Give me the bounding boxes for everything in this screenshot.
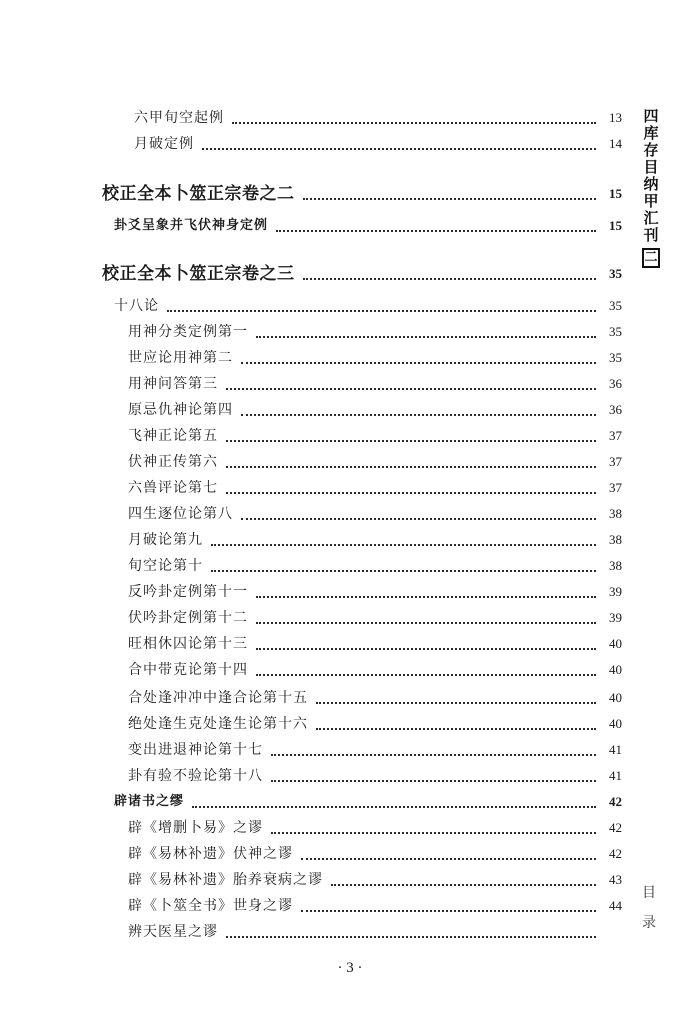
toc-entry [128,604,622,628]
dot-leader [276,229,596,232]
toc-entry-page: 39 [609,584,622,599]
dot-leader [303,277,597,280]
toc-entry [128,318,622,342]
dot-leader [226,465,596,468]
toc-section-entry [114,788,622,812]
toc-entry-title: 辟《卜筮全书》世身之谬 [128,898,293,914]
toc-entry-title: 绝处逢生克处逢生论第十六 [128,716,308,732]
dot-leader [226,439,596,442]
dot-leader [316,727,596,730]
toc-entry-title: 旺相休囚论第十三 [128,636,248,652]
dot-leader [256,621,596,624]
page-number: · 3 · [337,960,363,976]
toc-entry-page: 39 [609,610,622,625]
dot-leader [192,805,596,808]
dot-leader [241,361,596,364]
toc-entry [128,474,622,498]
dot-leader [202,147,596,150]
toc-entry-page: 41 [609,768,622,783]
toc-entry-page: 38 [609,558,622,573]
toc-entry-page: 15 [609,218,622,233]
toc-entry-title: 旬空论第十 [128,558,203,574]
toc-entry [128,736,622,760]
dot-leader [331,883,596,886]
toc-entry-page: 42 [609,846,622,861]
dot-leader [271,831,596,834]
dot-leader [301,909,596,912]
dot-leader [211,569,596,572]
toc-entry-page: 38 [609,506,622,521]
toc-entry [128,840,622,864]
toc-entry-page: 42 [609,820,622,835]
toc-entry [128,630,622,654]
toc-volume-entry [102,256,622,284]
toc-entry-title: 合中带克论第十四 [128,662,248,678]
dot-leader [271,779,596,782]
toc-entry [128,526,622,550]
toc-entry-title: 用神分类定例第一 [128,324,248,340]
series-title-char: 汇 [643,209,659,227]
toc-section-entry [114,292,622,316]
toc-entry-title: 伏吟卦定例第十二 [128,610,248,626]
toc-entry [134,130,622,154]
toc-entry-page: 35 [609,350,622,365]
toc-entry-title: 反吟卦定例第十一 [128,584,248,600]
dot-leader [256,673,596,676]
toc-entry [128,892,622,916]
toc-entry-title: 十八论 [114,298,159,314]
dot-leader [226,387,596,390]
toc-entry-title: 飞神正论第五 [128,428,218,444]
series-title-char: 存 [643,141,659,159]
toc-entry-title: 变出进退神论第十七 [128,742,263,758]
toc-entry-page: 37 [609,428,622,443]
toc-entry-title: 卦爻呈象并飞伏神身定例 [114,218,269,233]
toc-entry-title: 伏神正传第六 [128,454,218,470]
toc-entry-title: 校正全本卜筮正宗卷之三 [102,264,295,284]
toc-entry-page: 35 [609,324,622,339]
series-title-char: 库 [643,124,659,142]
toc-entry-title: 辟诸书之缪 [114,794,185,809]
series-title-char: 纳 [643,175,659,193]
toc-entry-title: 四生逐位论第八 [128,506,233,522]
series-title-char: 刊 [643,226,659,244]
toc-entry-title: 六甲旬空起例 [134,110,224,126]
toc-entry [128,918,622,942]
dot-leader [226,935,596,938]
toc-entry [128,684,622,708]
toc-entry-title: 合处逢冲冲中逢合论第十五 [128,690,308,706]
toc-entry-page: 40 [609,716,622,731]
running-head-series-title [640,108,662,268]
toc-entry-title: 卦有验不验论第十八 [128,768,263,784]
section-label-char: 目 [642,885,656,901]
toc-entry-page: 13 [609,110,622,125]
toc-entry [128,578,622,602]
dot-leader [303,197,597,200]
dot-leader [271,753,596,756]
dot-leader [316,701,596,704]
toc-entry-title: 原忌仇神论第四 [128,402,233,418]
toc-entry [128,656,622,680]
toc-entry-page: 38 [609,532,622,547]
toc-entry-title: 六兽评论第七 [128,480,218,496]
volume-number: 二 [642,248,660,268]
dot-leader [256,595,596,598]
toc-entry [128,710,622,734]
toc-entry [128,500,622,524]
toc-entry-page: 36 [609,402,622,417]
toc-entry-title: 辟《易林补遗》胎养衰病之谬 [128,872,323,888]
toc-entry-title: 月破论第九 [128,532,203,548]
dot-leader [226,491,596,494]
dot-leader [256,335,596,338]
toc-entry [128,814,622,838]
toc-entry [128,422,622,446]
series-title-char: 目 [643,158,659,176]
dot-leader [301,857,596,860]
toc-entry [134,104,622,128]
toc-entry-title: 校正全本卜筮正宗卷之二 [102,184,295,204]
dot-leader [241,517,596,520]
toc-entry-title: 辟《易林补遗》伏神之谬 [128,846,293,862]
toc-entry [128,762,622,786]
toc-entry-page: 42 [609,794,622,809]
toc-entry [128,552,622,576]
dot-leader [211,543,596,546]
toc-entry [128,448,622,472]
toc-entry [128,396,622,420]
toc-entry-title: 辨天医星之谬 [128,924,218,940]
toc-entry-page: 37 [609,480,622,495]
toc-entry-title: 世应论用神第二 [128,350,233,366]
toc-entry-page: 37 [609,454,622,469]
dot-leader [232,121,596,124]
section-label-char: 录 [642,915,656,931]
toc-entry-page: 15 [609,186,622,201]
toc-entry-title: 用神问答第三 [128,376,218,392]
toc-entry-page: 40 [609,636,622,651]
dot-leader [241,413,596,416]
toc-entry-page: 44 [609,898,622,913]
toc-entry-title: 辟《增删卜易》之谬 [128,820,263,836]
toc-entry-page: 40 [609,690,622,705]
toc-entry-title: 月破定例 [134,136,194,152]
series-title-char: 四 [643,107,659,125]
toc-volume-entry [102,176,622,204]
toc-entry [128,866,622,890]
toc-entry-page: 35 [609,298,622,313]
dot-leader [167,309,596,312]
running-head-section [638,878,660,938]
toc-entry [128,370,622,394]
toc-entry-page: 36 [609,376,622,391]
series-title-char: 甲 [643,192,659,210]
toc-entry-page: 35 [609,266,622,281]
toc-entry-page: 40 [609,662,622,677]
toc-entry-page: 43 [609,872,622,887]
toc-entry [128,344,622,368]
toc-entry-page: 14 [609,136,622,151]
toc-entry-page: 41 [609,742,622,757]
toc-section-entry [114,212,622,236]
dot-leader [256,647,596,650]
